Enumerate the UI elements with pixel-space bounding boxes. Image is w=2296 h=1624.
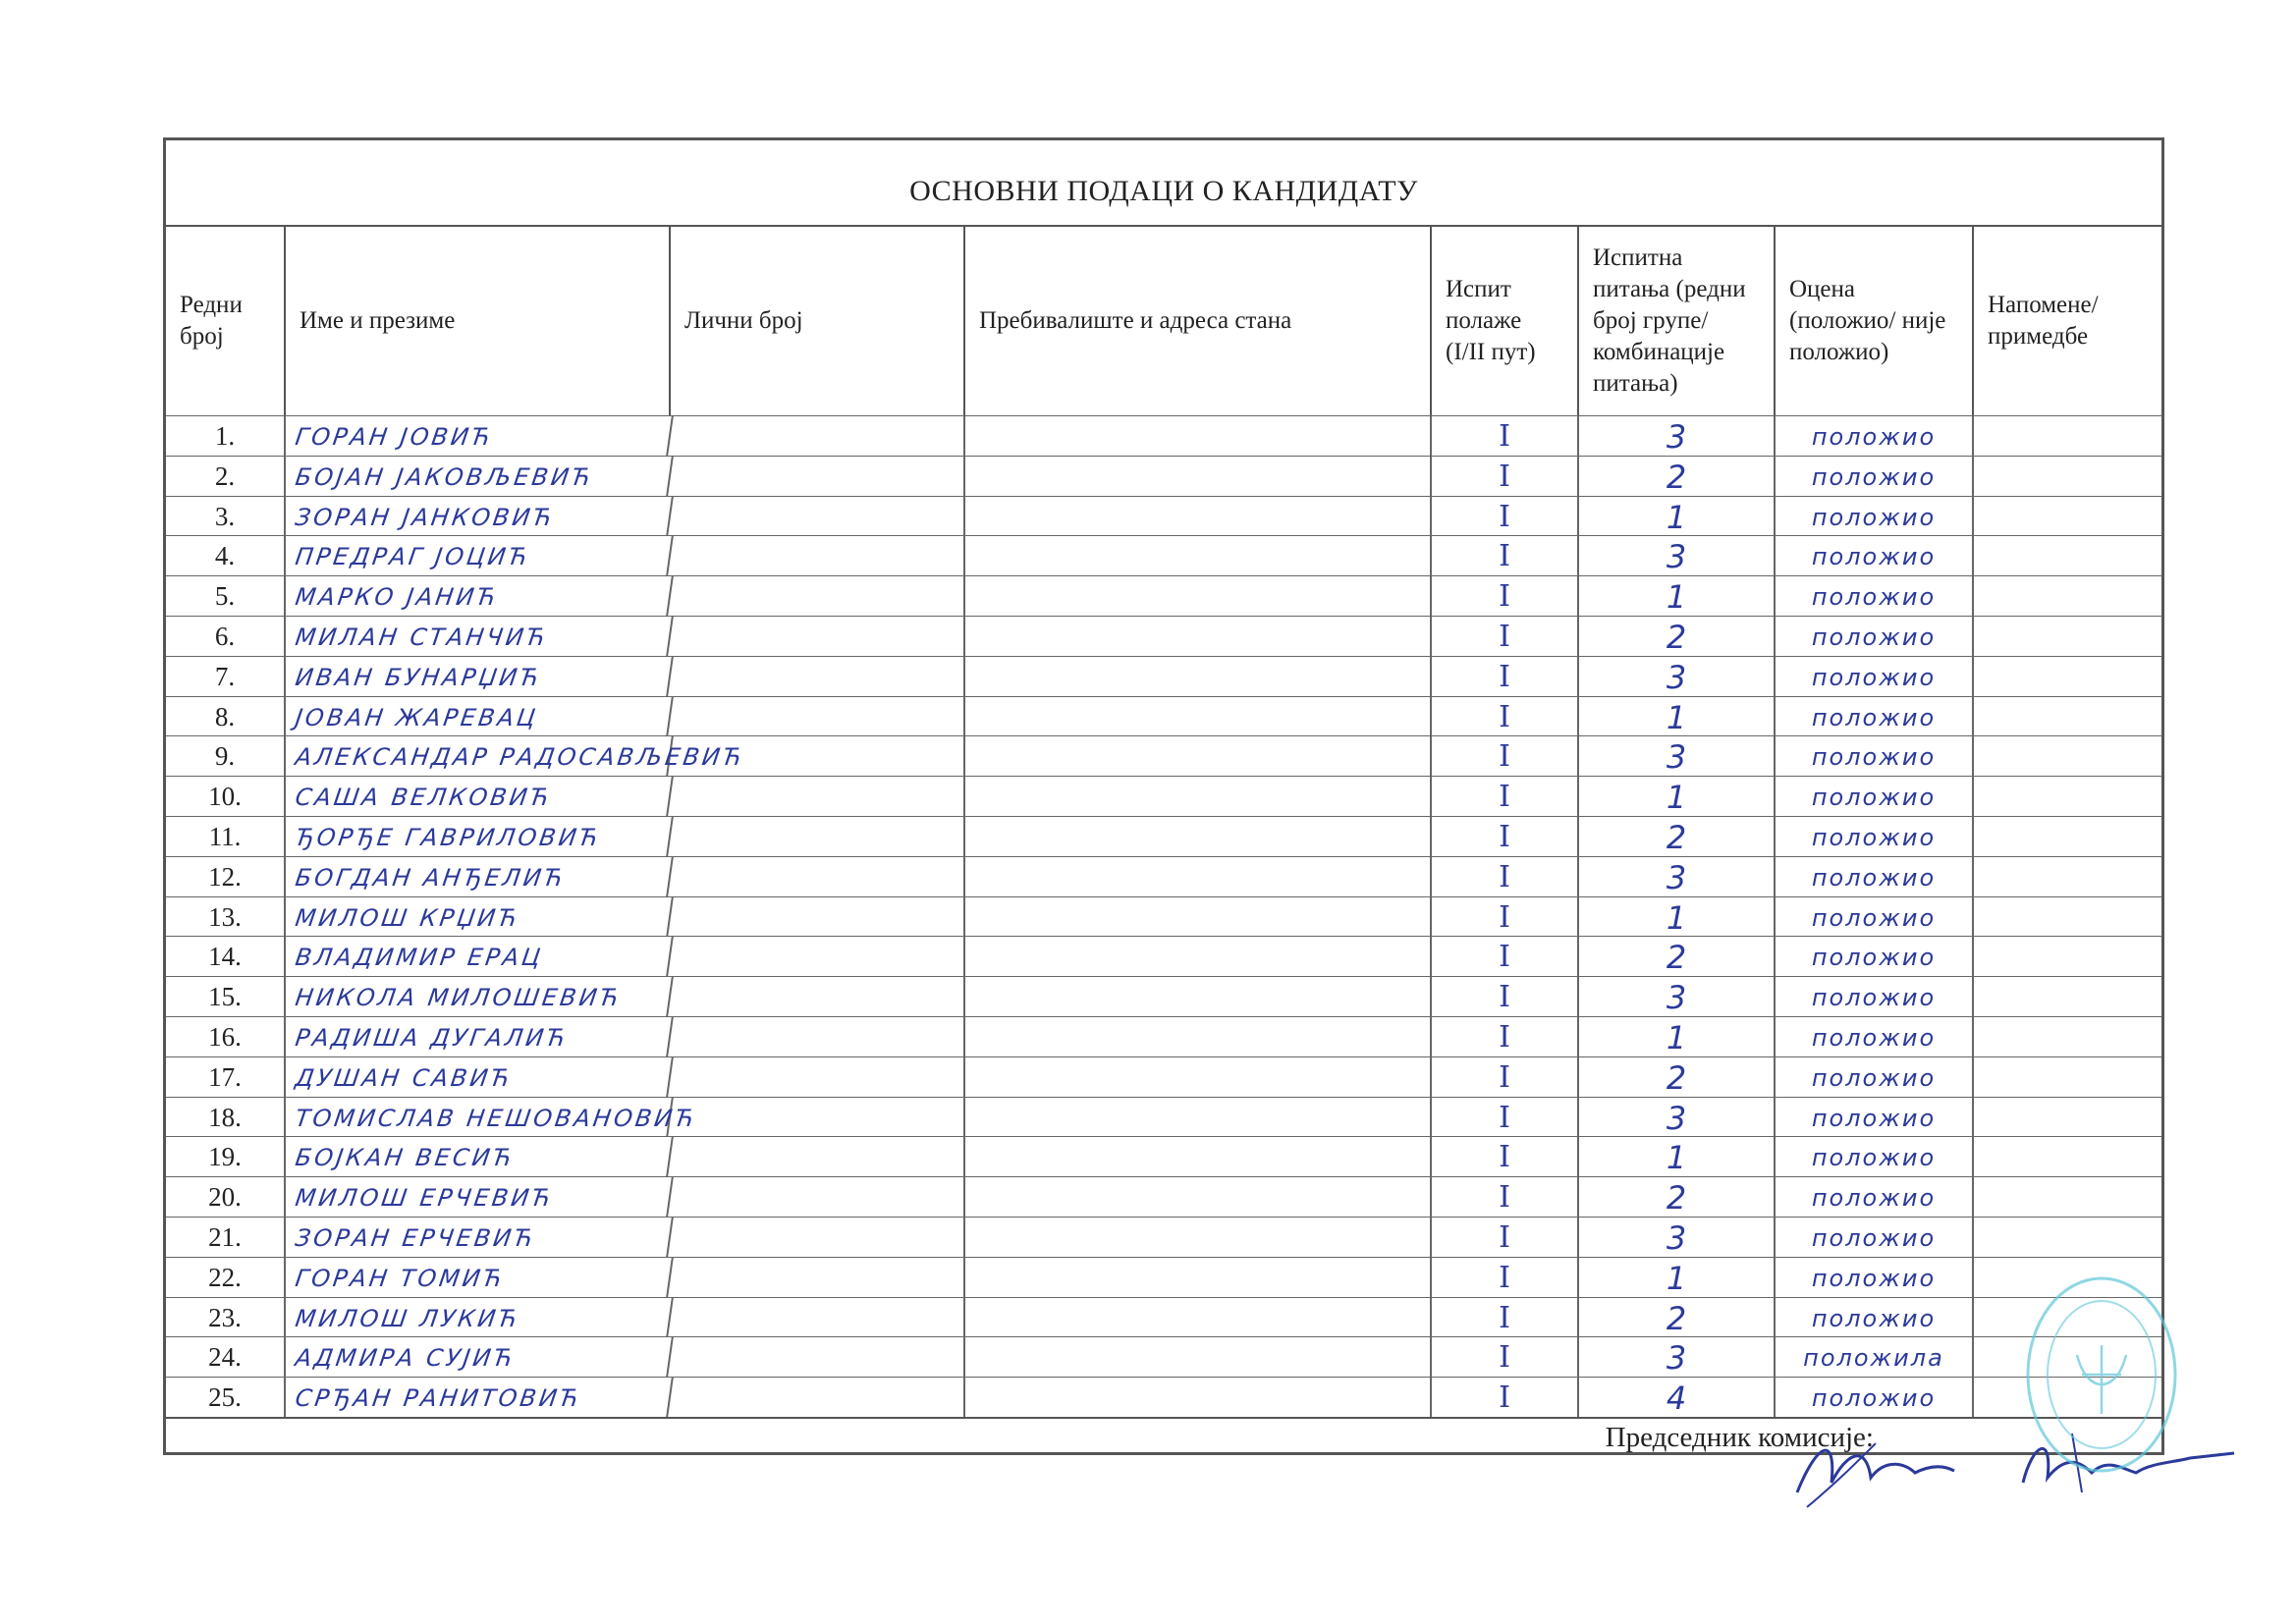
grade-cell: положио (1776, 937, 1974, 976)
row-number: 25. (166, 1378, 286, 1417)
address-cell (965, 1098, 1432, 1137)
grade-cell: положила (1776, 1337, 1974, 1377)
row-number: 21. (166, 1218, 286, 1257)
candidate-name: САША ВЕЛКОВИЋ (283, 777, 674, 816)
address-cell (965, 457, 1432, 496)
header-jmbg-label: Лични број (684, 307, 803, 334)
row-number: 9. (166, 736, 286, 776)
address-cell (965, 1337, 1432, 1377)
question-group-cell: 2 (1579, 1057, 1776, 1097)
table-row (166, 976, 2161, 1016)
candidate-name: ИВАН БУНАРЏИЋ (283, 657, 674, 696)
row-number: 2. (166, 457, 286, 496)
candidate-name: МИЛАН СТАНЧИЋ (283, 617, 674, 656)
notes-cell (1974, 937, 2167, 976)
question-group-cell: 1 (1579, 697, 1776, 736)
personal-id-cell (671, 817, 965, 856)
address-cell (965, 416, 1432, 456)
question-group-cell: 1 (1579, 1017, 1776, 1056)
personal-id-cell (671, 977, 965, 1016)
attempt-cell: I (1432, 1258, 1579, 1297)
attempt-cell: I (1432, 857, 1579, 896)
address-cell (965, 536, 1432, 575)
row-number: 1. (166, 416, 286, 456)
header-address (965, 227, 1432, 415)
candidate-name: НИКОЛА МИЛОШЕВИЋ (283, 977, 674, 1016)
personal-id-cell (671, 1098, 965, 1137)
header-notes (1974, 227, 2167, 415)
question-group-cell: 3 (1579, 1337, 1776, 1377)
question-group-cell: 1 (1579, 576, 1776, 616)
notes-cell (1974, 416, 2167, 456)
question-group-cell: 1 (1579, 897, 1776, 937)
notes-cell (1974, 1057, 2167, 1097)
table-row (166, 896, 2161, 937)
grade-cell: положио (1776, 897, 1974, 937)
address-cell (965, 576, 1432, 616)
row-number: 24. (166, 1337, 286, 1377)
address-cell (965, 817, 1432, 856)
table-row (166, 1377, 2161, 1417)
table-row (166, 1097, 2161, 1137)
table-row (166, 616, 2161, 656)
grade-cell: положио (1776, 1137, 1974, 1176)
candidate-name: АЛЕКСАНДАР РАДОСАВЉЕВИЋ (283, 736, 674, 776)
question-group-cell: 1 (1579, 497, 1776, 536)
notes-cell (1974, 697, 2167, 736)
personal-id-cell (671, 1057, 965, 1097)
address-cell (965, 937, 1432, 976)
table-row (166, 1056, 2161, 1097)
question-group-cell: 2 (1579, 817, 1776, 856)
table-row (166, 735, 2161, 776)
personal-id-cell (671, 657, 965, 696)
personal-id-cell (671, 576, 965, 616)
grade-cell: положио (1776, 697, 1974, 736)
address-cell (965, 497, 1432, 536)
question-group-cell: 3 (1579, 1218, 1776, 1257)
header-questions-label: Испитна питања (редни број групе/ комбинације питања) (1593, 244, 1746, 397)
table-row (166, 1176, 2161, 1217)
grade-cell: положио (1776, 617, 1974, 656)
personal-id-cell (671, 897, 965, 937)
row-number: 4. (166, 536, 286, 575)
candidate-name: БОЈКАН ВЕСИЋ (283, 1137, 674, 1176)
notes-cell (1974, 777, 2167, 816)
question-group-cell: 1 (1579, 1137, 1776, 1176)
candidate-name: ВЛАДИМИР ЕРАЦ (283, 937, 674, 976)
personal-id-cell (671, 1378, 965, 1417)
table-row (166, 696, 2161, 736)
header-address-label: Пребивалиште и адреса стана (979, 307, 1292, 334)
grade-cell: положио (1776, 1017, 1974, 1056)
header-name-label: Име и презиме (300, 307, 456, 334)
row-number: 14. (166, 937, 286, 976)
address-cell (965, 1258, 1432, 1297)
address-cell (965, 736, 1432, 776)
grade-cell: положио (1776, 1098, 1974, 1137)
attempt-cell: I (1432, 1098, 1579, 1137)
notes-cell (1974, 857, 2167, 896)
row-number: 8. (166, 697, 286, 736)
notes-cell (1974, 1017, 2167, 1056)
personal-id-cell (671, 536, 965, 575)
row-number: 23. (166, 1298, 286, 1337)
address-cell (965, 697, 1432, 736)
attempt-cell: I (1432, 497, 1579, 536)
personal-id-cell (671, 736, 965, 776)
candidate-name: БОЈАН ЈАКОВЉЕВИЋ (283, 457, 674, 496)
attempt-cell: I (1432, 1298, 1579, 1337)
attempt-cell: I (1432, 977, 1579, 1016)
row-number: 3. (166, 497, 286, 536)
table-row (166, 1136, 2161, 1176)
row-number: 19. (166, 1137, 286, 1176)
row-number: 7. (166, 657, 286, 696)
table-row (166, 1217, 2161, 1257)
header-rb-label: Редни број (180, 292, 243, 350)
personal-id-cell (671, 1218, 965, 1257)
address-cell (965, 1137, 1432, 1176)
attempt-cell: I (1432, 1177, 1579, 1217)
personal-id-cell (671, 1337, 965, 1377)
grade-cell: положио (1776, 817, 1974, 856)
table-row (166, 776, 2161, 816)
grade-cell: положио (1776, 1177, 1974, 1217)
grade-cell: положио (1776, 1057, 1974, 1097)
attempt-cell: I (1432, 1378, 1579, 1417)
candidate-name: ПРЕДРАГ ЈОЦИЋ (283, 536, 674, 575)
attempt-cell: I (1432, 937, 1579, 976)
personal-id-cell (671, 857, 965, 896)
table-row (166, 535, 2161, 575)
attempt-cell: I (1432, 1017, 1579, 1056)
personal-id-cell (671, 1137, 965, 1176)
attempt-cell: I (1432, 897, 1579, 937)
row-number: 22. (166, 1258, 286, 1297)
candidate-name: СРЂАН РАНИТОВИЋ (283, 1378, 674, 1417)
personal-id-cell (671, 697, 965, 736)
attempt-cell: I (1432, 1337, 1579, 1377)
attempt-cell: I (1432, 457, 1579, 496)
personal-id-cell (671, 1017, 965, 1056)
candidate-name: МИЛОШ ЛУКИЋ (283, 1298, 674, 1337)
candidate-name: ТОМИСЛАВ НЕШОВАНОВИЋ (283, 1098, 674, 1137)
address-cell (965, 617, 1432, 656)
row-number: 15. (166, 977, 286, 1016)
question-group-cell: 2 (1579, 937, 1776, 976)
notes-cell (1974, 897, 2167, 937)
question-group-cell: 3 (1579, 736, 1776, 776)
notes-cell (1974, 617, 2167, 656)
question-group-cell: 2 (1579, 457, 1776, 496)
candidate-name: ДУШАН САВИЋ (283, 1057, 674, 1097)
candidate-name: ЗОРАН ЕРЧЕВИЋ (283, 1218, 674, 1257)
notes-cell (1974, 457, 2167, 496)
table-row (166, 656, 2161, 696)
table-row (166, 415, 2161, 456)
candidate-name: ЂОРЂЕ ГАВРИЛОВИЋ (283, 817, 674, 856)
table-row (166, 1016, 2161, 1056)
question-group-cell: 1 (1579, 1258, 1776, 1297)
header-attempt (1432, 227, 1579, 415)
table-row (166, 856, 2161, 896)
header-grade (1776, 227, 1974, 415)
question-group-cell: 3 (1579, 857, 1776, 896)
table-row (166, 1336, 2161, 1377)
notes-cell (1974, 657, 2167, 696)
grade-cell: положио (1776, 977, 1974, 1016)
attempt-cell: I (1432, 576, 1579, 616)
candidate-name: МИЛОШ ЕРЧЕВИЋ (283, 1177, 674, 1217)
personal-id-cell (671, 937, 965, 976)
grade-cell: положио (1776, 1378, 1974, 1417)
question-group-cell: 3 (1579, 1098, 1776, 1137)
attempt-cell: I (1432, 617, 1579, 656)
row-number: 6. (166, 617, 286, 656)
grade-cell: положио (1776, 576, 1974, 616)
notes-cell (1974, 1137, 2167, 1176)
question-group-cell: 3 (1579, 536, 1776, 575)
personal-id-cell (671, 1258, 965, 1297)
notes-cell (1974, 536, 2167, 575)
address-cell (965, 1057, 1432, 1097)
candidate-name: РАДИША ДУГАЛИЋ (283, 1017, 674, 1056)
candidate-name: ЗОРАН ЈАНКОВИЋ (283, 497, 674, 536)
attempt-cell: I (1432, 657, 1579, 696)
table-row (166, 1297, 2161, 1337)
notes-cell (1974, 497, 2167, 536)
address-cell (965, 777, 1432, 816)
personal-id-cell (671, 497, 965, 536)
address-cell (965, 657, 1432, 696)
table-row (166, 816, 2161, 856)
candidate-name: ГОРАН ТОМИЋ (283, 1258, 674, 1297)
candidate-name: ГОРАН ЈОВИЋ (283, 416, 674, 456)
row-number: 16. (166, 1017, 286, 1056)
address-cell (965, 1017, 1432, 1056)
grade-cell: положио (1776, 777, 1974, 816)
question-group-cell: 2 (1579, 1177, 1776, 1217)
question-group-cell: 1 (1579, 777, 1776, 816)
grade-cell: положио (1776, 857, 1974, 896)
question-group-cell: 2 (1579, 617, 1776, 656)
candidate-name: МАРКО ЈАНИЋ (283, 576, 674, 616)
personal-id-cell (671, 416, 965, 456)
header-grade-label: Оцена (положио/ није положио) (1789, 276, 1946, 365)
attempt-cell: I (1432, 416, 1579, 456)
personal-id-cell (671, 777, 965, 816)
address-cell (965, 1177, 1432, 1217)
candidate-name: ЈОВАН ЖАРЕВАЦ (283, 697, 674, 736)
grade-cell: положио (1776, 457, 1974, 496)
grade-cell: положио (1776, 1258, 1974, 1297)
row-number: 10. (166, 777, 286, 816)
row-number: 11. (166, 817, 286, 856)
address-cell (965, 1298, 1432, 1337)
attempt-cell: I (1432, 1057, 1579, 1097)
notes-cell (1974, 576, 2167, 616)
header-attempt-label: Испит полаже (I/II пут) (1446, 276, 1536, 365)
candidate-name: АДМИРА СУЈИЋ (283, 1337, 674, 1377)
grade-cell: положио (1776, 657, 1974, 696)
header-rb (166, 227, 286, 415)
attempt-cell: I (1432, 736, 1579, 776)
notes-cell (1974, 1177, 2167, 1217)
attempt-cell: I (1432, 536, 1579, 575)
attempt-cell: I (1432, 697, 1579, 736)
candidate-name: МИЛОШ КРЏИЋ (283, 897, 674, 937)
address-cell (965, 1378, 1432, 1417)
row-number: 20. (166, 1177, 286, 1217)
attempt-cell: I (1432, 1218, 1579, 1257)
table-row (166, 575, 2161, 616)
table-row (166, 456, 2161, 496)
attempt-cell: I (1432, 777, 1579, 816)
personal-id-cell (671, 1298, 965, 1337)
notes-cell (1974, 1218, 2167, 1257)
question-group-cell: 3 (1579, 657, 1776, 696)
table-title: ОСНОВНИ ПОДАЦИ О КАНДИДАТУ (166, 140, 2161, 227)
question-group-cell: 2 (1579, 1298, 1776, 1337)
personal-id-cell (671, 617, 965, 656)
address-cell (965, 857, 1432, 896)
row-number: 13. (166, 897, 286, 937)
personal-id-cell (671, 1177, 965, 1217)
address-cell (965, 1218, 1432, 1257)
notes-cell (1974, 736, 2167, 776)
question-group-cell: 4 (1579, 1378, 1776, 1417)
grade-cell: положио (1776, 536, 1974, 575)
candidate-table (163, 137, 2164, 1455)
table-row (166, 1257, 2161, 1297)
question-group-cell: 3 (1579, 977, 1776, 1016)
header-jmbg (671, 227, 965, 415)
row-number: 17. (166, 1057, 286, 1097)
attempt-cell: I (1432, 817, 1579, 856)
table-row (166, 496, 2161, 536)
president-label: Председник комисије: (1605, 1422, 1874, 1453)
address-cell (965, 897, 1432, 937)
question-group-cell: 3 (1579, 416, 1776, 456)
notes-cell (1974, 817, 2167, 856)
table-row (166, 936, 2161, 976)
grade-cell: положио (1776, 1218, 1974, 1257)
attempt-cell: I (1432, 1137, 1579, 1176)
official-stamp (2018, 1267, 2185, 1483)
header-notes-label: Напомене/ примедбе (1988, 292, 2099, 350)
candidate-name: БОГДАН АНЂЕЛИЋ (283, 857, 674, 896)
header-name (286, 227, 671, 415)
notes-cell (1974, 1098, 2167, 1137)
grade-cell: положио (1776, 497, 1974, 536)
personal-id-cell (671, 457, 965, 496)
row-number: 18. (166, 1098, 286, 1137)
address-cell (965, 977, 1432, 1016)
grade-cell: положио (1776, 416, 1974, 456)
grade-cell: положио (1776, 736, 1974, 776)
row-number: 12. (166, 857, 286, 896)
header-questions (1579, 227, 1776, 415)
grade-cell: положио (1776, 1298, 1974, 1337)
row-number: 5. (166, 576, 286, 616)
notes-cell (1974, 977, 2167, 1016)
